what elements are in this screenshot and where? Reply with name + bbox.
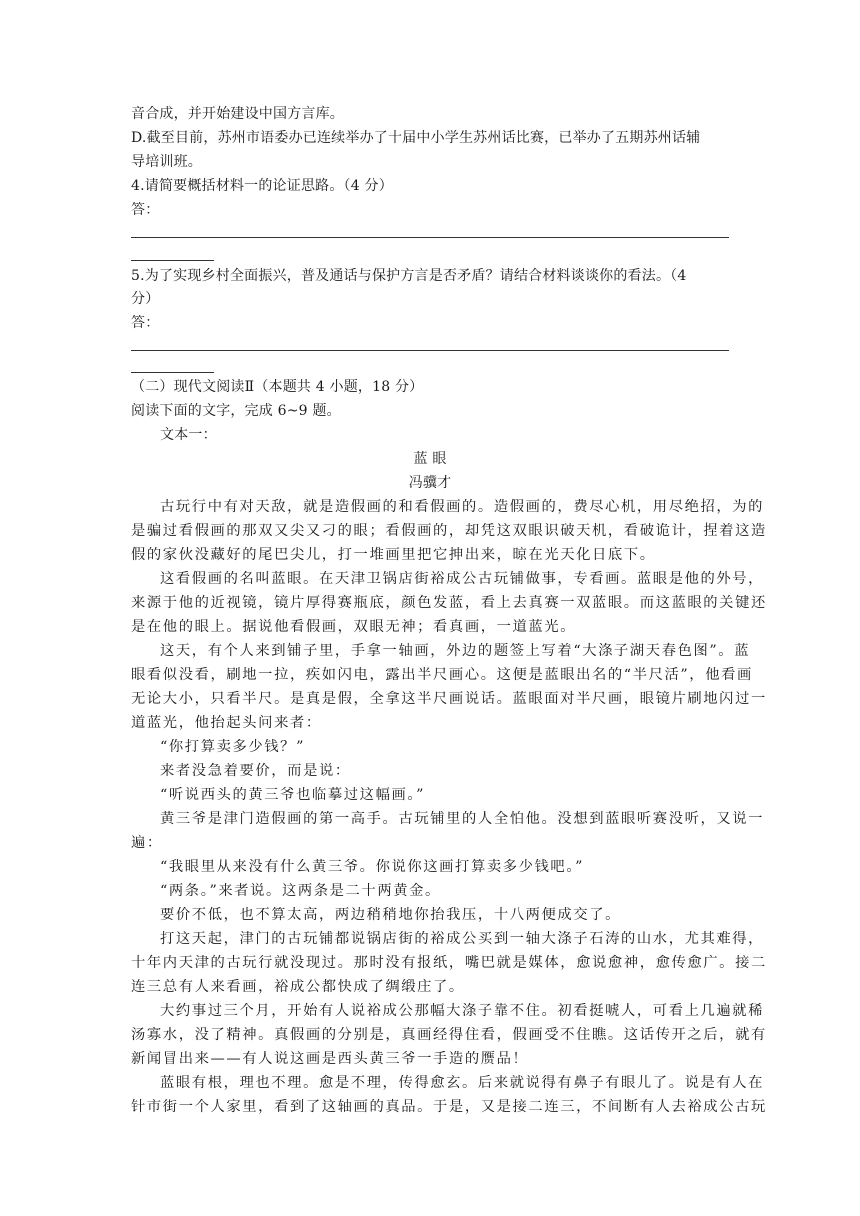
story-line: 打这天起，津门的古玩铺都说锅店街的裕成公买到一轴大涤子石涛的山水，尤其难得， bbox=[160, 931, 765, 947]
dialogue-line: “你打算卖多少钱？” bbox=[160, 739, 305, 755]
question-5: 5.为了实现乡村全面振兴，普及通话与保护方言是否矛盾？请结合材料谈谈你的看法。（4 bbox=[131, 268, 687, 284]
story-line: 眼看似没看，刷地一拉，疾如闪电，露出半尺画心。这便是蓝眼出名的“半尺活”，他看画 bbox=[131, 667, 753, 683]
text-label: 文本一： bbox=[160, 427, 217, 443]
story-line: 是在他的眼上。据说他看假画，双眼无神；看真画，一道蓝光。 bbox=[131, 619, 577, 635]
story-line: 来源于他的近视镜，镜片厚得赛瓶底，颜色发蓝，看上去真赛一双蓝眼。而这蓝眼的关键还 bbox=[131, 595, 767, 611]
answer-rule bbox=[131, 350, 729, 351]
dialogue-line: “听说西头的黄三爷也临摹过这幅画。” bbox=[160, 787, 426, 803]
story-line: 针市街一个人家里，看到了这轴画的真品。于是，又是接二连三，不间断有人去裕成公古玩 bbox=[131, 1099, 767, 1115]
instruction-line: 阅读下面的文字，完成 6~9 题。 bbox=[131, 403, 341, 419]
section-heading: （二）现代文阅读Ⅱ（本题共 4 小题，18 分） bbox=[131, 379, 424, 395]
story-line: 是骗过看假画的那双又尖又刁的眼；看假画的，却凭这双眼识破天机，看破诡计，捏着这造 bbox=[131, 523, 767, 539]
text-line: 音合成，并开始建设中国方言库。 bbox=[131, 106, 344, 122]
story-line: 道蓝光，他抬起头问来者： bbox=[131, 715, 322, 731]
answer-rule-short bbox=[131, 260, 214, 261]
story-line: 汤寡水，没了精神。真假画的分别是，真画经得住看，假画受不住瞧。这话传开之后，就有 bbox=[131, 1027, 767, 1043]
answer-label: 答： bbox=[131, 315, 160, 331]
story-line: 假的家伙没藏好的尾巴尖儿，打一堆画里把它抻出来，晾在光天化日底下。 bbox=[131, 547, 656, 563]
story-line: 无论大小，只看半尺。是真是假，全拿这半尺画说话。蓝眼面对半尺画，眼镜片刷地闪过一 bbox=[131, 691, 767, 707]
story-author: 冯骥才 bbox=[408, 475, 452, 491]
story-line: 古玩行中有对天敌，就是造假画的和看假画的。造假画的，费尽心机，用尽绝招，为的 bbox=[160, 499, 765, 515]
story-line: 蓝眼有根，理也不理。愈是不理，传得愈玄。后来就说得有鼻子有眼儿了。说是有人在 bbox=[160, 1075, 765, 1091]
story-line: 遍： bbox=[131, 835, 163, 851]
answer-label: 答： bbox=[131, 202, 160, 218]
story-line: 这看假画的名叫蓝眼。在天津卫锅店街裕成公古玩铺做事，专看画。蓝眼是他的外号， bbox=[160, 571, 765, 587]
story-line: 连三总有人来看画，裕成公都快成了绸缎庄了。 bbox=[131, 979, 465, 995]
story-line: 新闻冒出来——有人说这画是西头黄三爷一手造的赝品！ bbox=[131, 1051, 529, 1067]
dialogue-line: “两条。”来者说。这两条是二十两黄金。 bbox=[160, 883, 441, 899]
question-4: 4.请简要概括材料一的论证思路。（4 分） bbox=[131, 178, 393, 194]
story-line: 这天，有个人来到铺子里，手拿一轴画，外边的题签上写着“大涤子湖天春色图”。蓝 bbox=[160, 643, 751, 659]
text-line: 导培训班。 bbox=[131, 154, 202, 170]
answer-rule-short bbox=[131, 372, 214, 373]
story-line: 十年内天津的古玩行就没现过。那时没有报纸，嘴巴就是媒体，愈说愈神，愈传愈广。接二 bbox=[131, 955, 767, 971]
story-title: 蓝 眼 bbox=[413, 451, 447, 467]
option-d-line: D.截至目前，苏州市语委办已连续举办了十届中小学生苏州话比赛，已举办了五期苏州话辅 bbox=[131, 130, 701, 146]
story-line: 黄三爷是津门造假画的第一高手。古玩铺里的人全怕他。没想到蓝眼听赛没听，又说一 bbox=[160, 811, 765, 827]
story-line: 要价不低，也不算太高，两边稍稍地你抬我压，十八两便成交了。 bbox=[160, 907, 622, 923]
story-line: 大约事过三个月，开始有人说裕成公那幅大涤子靠不住。初看挺唬人，可看上几遍就稀 bbox=[160, 1003, 765, 1019]
text-line: 分） bbox=[131, 291, 160, 307]
answer-rule bbox=[131, 237, 729, 238]
dialogue-line: “我眼里从来没有什么黄三爷。你说你这画打算卖多少钱吧。” bbox=[160, 859, 584, 875]
story-line: 来者没急着要价，而是说： bbox=[160, 763, 351, 779]
